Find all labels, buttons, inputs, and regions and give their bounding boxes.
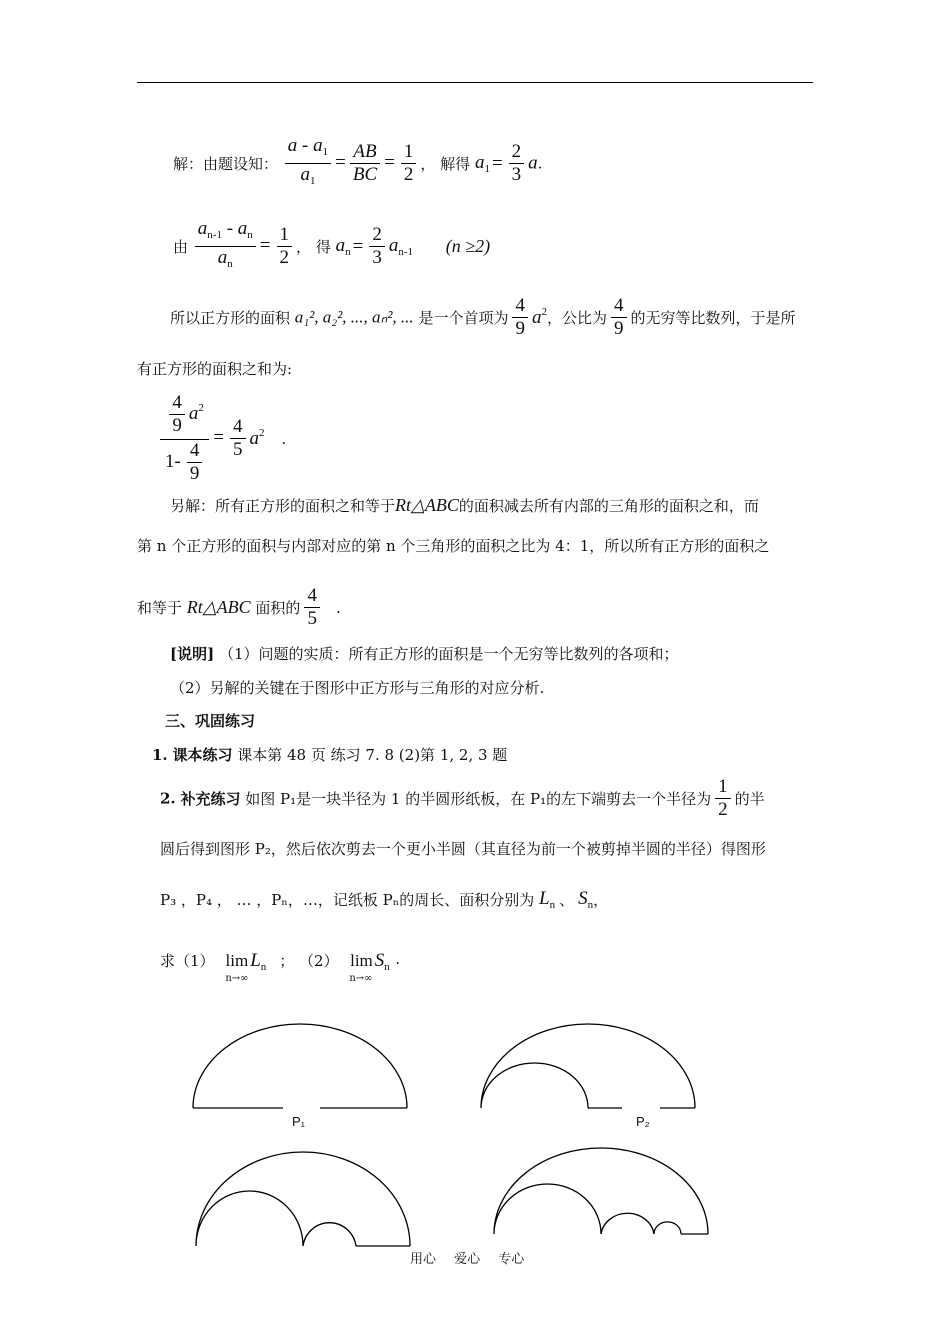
- note-line-1: [说明] （1）问题的实质：所有正方形的面积是一个无穷等比数列的各项和；: [170, 645, 679, 663]
- note-line-2: （2）另解的关键在于图形中正方形与三角形的对应分析.: [170, 679, 545, 697]
- fraction-two-thirds-2: $\frac{2}{3}$: [367, 224, 387, 269]
- figure-p1-label: P₁: [292, 1114, 306, 1129]
- exercise-2-line-3: P₃ ，P₄ ， … ，Pₙ，…，记纸板 Pₙ的周长、面积分别为 $L_n$ 、 $S_n$，: [160, 888, 609, 911]
- page-footer: 用心 爱心 专心: [410, 1252, 525, 1267]
- fraction-four-fifths-2: $\frac{4}{5}$: [302, 585, 322, 630]
- paragraph-area-series-cont: 有正方形的面积之和为:: [137, 360, 293, 378]
- alt-solution-line-2: 第 n 个正方形的面积与内部对应的第 n 个三角形的面积之比为 4：1，所以所有正方形的面积之: [137, 537, 770, 555]
- fraction-one-half-2: $\frac{1}{2}$: [275, 224, 295, 269]
- exercise-2-line-2: 圆后得到图形 P₂，然后依次剪去一个更小半圆（其直径为前一个被剪掉半圆的半径）得图形: [160, 840, 766, 858]
- fraction-ab-over-bc: $\frac{AB}{BC}$: [350, 141, 380, 186]
- exercise-1: 1. 课本练习 课本第 48 页 练习 7. 8 (2)第 1, 2, 3 题: [152, 746, 508, 764]
- alt-solution-line-1: 另解：所有正方形的面积之和等于Rt△ABC的面积减去所有内部的三角形的面积之和，而: [170, 495, 759, 515]
- fraction-a-minus-a1-over-a1: $\frac{a - a_1}{a_1}$: [285, 135, 331, 192]
- figure-p4: [494, 1148, 708, 1234]
- exercise-2-line-1: 2. 补充练习 如图 P₁是一块半径为 1 的半圆形纸板，在 P₁的左下端剪去一个半径为 $\frac{1}{2}$ 的半: [160, 776, 765, 820]
- fraction-sum-series: $\frac{4}{9}$ $a^2$ 1- $\frac{4}{9}$: [160, 392, 209, 485]
- solution-line-2: 由 $\frac{a_{n-1} - a_n}{a_n}$ = $\frac{1}{2}$ ， 得 $a_n$ = $\frac{2}{3}$ $a_{n-1}$ (n ≥2): [173, 218, 490, 275]
- paragraph-area-series: 所以正方形的面积 a₁², a₂², ..., aₙ², ... 是一个首项为 $\frac{4}{9}$ $a^2$，公比为 $\frac{4}{9}$ 的无穷等比数列，于是所: [170, 295, 796, 339]
- fraction-recurrence: $\frac{a_{n-1} - a_n}{a_n}$: [195, 218, 256, 275]
- fraction-four-ninths: $\frac{4}{9}$: [510, 295, 530, 340]
- fraction-two-thirds: $\frac{2}{3}$: [507, 141, 527, 186]
- fraction-one-half: $\frac{1}{2}$: [399, 141, 419, 186]
- figure-p2: [481, 1024, 695, 1108]
- question-limits: 求（1） $\lim L_n$ n→∞ ； （2） $\lim S_n$ n→∞ .: [160, 950, 401, 984]
- fraction-four-ninths-ratio: $\frac{4}{9}$: [609, 295, 629, 340]
- sum-formula: $\frac{4}{9}$ $a^2$ 1- $\frac{4}{9}$ = $\frac{4}{5}$ $a^2$ .: [158, 392, 286, 485]
- figure-p3: [196, 1152, 410, 1246]
- alt-solution-line-3: 和等于 Rt△ABC 面积的 $\frac{4}{5}$ .: [137, 585, 341, 629]
- section-heading: 三、巩固练习: [165, 712, 256, 730]
- fraction-one-half-3: $\frac{1}{2}$: [713, 776, 733, 821]
- figure-p2-label: P₂: [636, 1114, 650, 1129]
- figure-p1: [193, 1024, 407, 1108]
- fraction-four-fifths: $\frac{4}{5}$: [228, 416, 248, 461]
- solution-line-1: 解：由题设知： $\frac{a - a_1}{a_1}$ = $\frac{AB}{BC}$ = $\frac{1}{2}$ ， 解得 $a_1$ = $\frac{2}{3}$ a.: [173, 135, 542, 192]
